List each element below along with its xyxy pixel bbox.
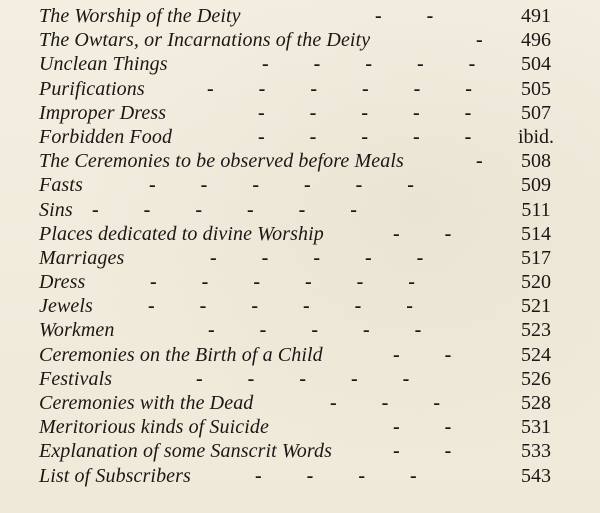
toc-entry-title: Sins <box>39 198 73 221</box>
toc-row <box>0 318 600 342</box>
toc-page-number: 528 <box>521 392 551 414</box>
toc-row <box>0 125 600 149</box>
toc-leader-dashes: - - - - - - <box>149 174 414 197</box>
toc-leader-dashes: - - - - - - <box>92 198 357 221</box>
toc-leader-dashes: - - - - - <box>258 101 472 124</box>
toc-entry-title: List of Subscribers <box>39 464 191 487</box>
toc-leader-dashes: - - <box>393 440 452 463</box>
toc-leader-dashes: - - <box>393 343 452 366</box>
toc-leader-dashes: - - - - - <box>208 319 422 342</box>
toc-row <box>0 77 600 101</box>
toc-page-number: 526 <box>521 367 551 390</box>
toc-entry-title: Ceremonies on the Birth of a Child <box>39 343 323 366</box>
toc-entry-title: The Ceremonies to be observed before Meals <box>39 150 404 173</box>
toc-entry-title: Places dedicated to divine Worship <box>39 222 324 245</box>
toc-entry-title: Explanation of some Sanscrit Words <box>39 440 333 463</box>
toc-row <box>0 415 600 439</box>
toc-leader-dashes: - - - - <box>255 464 417 487</box>
toc-leader-dashes: - - - - - - <box>148 295 413 318</box>
toc-entry-title: Workmen <box>39 319 115 342</box>
toc-leader-dashes: - - - <box>330 392 440 414</box>
toc-leader-dashes: - <box>476 29 483 52</box>
toc-row <box>0 270 600 294</box>
toc-page-number: 504 <box>521 53 551 76</box>
toc-page-number: 514 <box>521 222 551 245</box>
toc-leader-dashes: - - <box>393 222 452 245</box>
toc-row <box>0 391 600 415</box>
toc-page-number: 521 <box>521 295 551 318</box>
toc-leader-dashes: - - - - - - <box>150 271 415 294</box>
toc-leader-dashes: - - - - - <box>262 53 476 76</box>
toc-row <box>0 4 600 28</box>
toc-entry-title: Marriages <box>39 246 125 269</box>
toc-row <box>0 246 600 270</box>
toc-page-number: 520 <box>521 271 551 294</box>
toc-leader-dashes: - - <box>375 5 434 27</box>
toc-page-number: 531 <box>521 416 551 439</box>
toc-entry-title: The Worship of the Deity <box>39 5 241 27</box>
toc-entry-title: Ceremonies with the Dead <box>39 392 254 414</box>
toc-page-number: 508 <box>521 150 551 173</box>
toc-row <box>0 294 600 318</box>
toc-page-number: 517 <box>521 246 551 269</box>
toc-leader-dashes: - - <box>393 416 452 439</box>
toc-row <box>0 439 600 463</box>
toc-row <box>0 198 600 222</box>
toc-row <box>0 101 600 125</box>
toc-row <box>0 28 600 52</box>
toc-leader-dashes: - - - - - <box>196 367 410 390</box>
toc-row <box>0 222 600 246</box>
toc-entry-title: Meritorious kinds of Suicide <box>39 416 269 439</box>
table-of-contents <box>0 4 600 488</box>
toc-page-number: 523 <box>521 319 551 342</box>
toc-leader-dashes: - <box>476 150 483 173</box>
toc-page-number: 543 <box>521 464 551 487</box>
toc-page-number: 533 <box>521 440 551 463</box>
toc-page-number: 511 <box>521 198 551 221</box>
toc-page-number: 496 <box>521 29 551 52</box>
toc-leader-dashes: - - - - - <box>210 246 424 269</box>
toc-entry-title: Fasts <box>39 174 83 197</box>
toc-row <box>0 464 600 488</box>
toc-page-number: ibid. <box>517 125 555 148</box>
toc-leader-dashes: - - - - - - <box>207 77 472 100</box>
toc-page-number: 491 <box>521 5 551 27</box>
toc-row <box>0 367 600 391</box>
toc-row <box>0 173 600 197</box>
toc-entry-title: Purifications <box>39 77 145 100</box>
toc-page-number: 509 <box>521 174 551 197</box>
toc-entry-title: Forbidden Food <box>39 125 173 148</box>
toc-page-number: 524 <box>521 343 551 366</box>
toc-row <box>0 52 600 76</box>
toc-entry-title: The Owtars, or Incarnations of the Deity <box>39 29 371 52</box>
toc-entry-title: Dress <box>39 271 86 294</box>
toc-entry-title: Jewels <box>39 295 93 318</box>
toc-entry-title: Unclean Things <box>39 53 168 76</box>
toc-leader-dashes: - - - - - <box>258 125 472 148</box>
toc-row <box>0 149 600 173</box>
toc-entry-title: Festivals <box>39 367 113 390</box>
toc-page-number: 505 <box>521 77 551 100</box>
toc-entry-title: Improper Dress <box>39 101 167 124</box>
toc-page-number: 507 <box>521 101 551 124</box>
toc-row <box>0 343 600 367</box>
